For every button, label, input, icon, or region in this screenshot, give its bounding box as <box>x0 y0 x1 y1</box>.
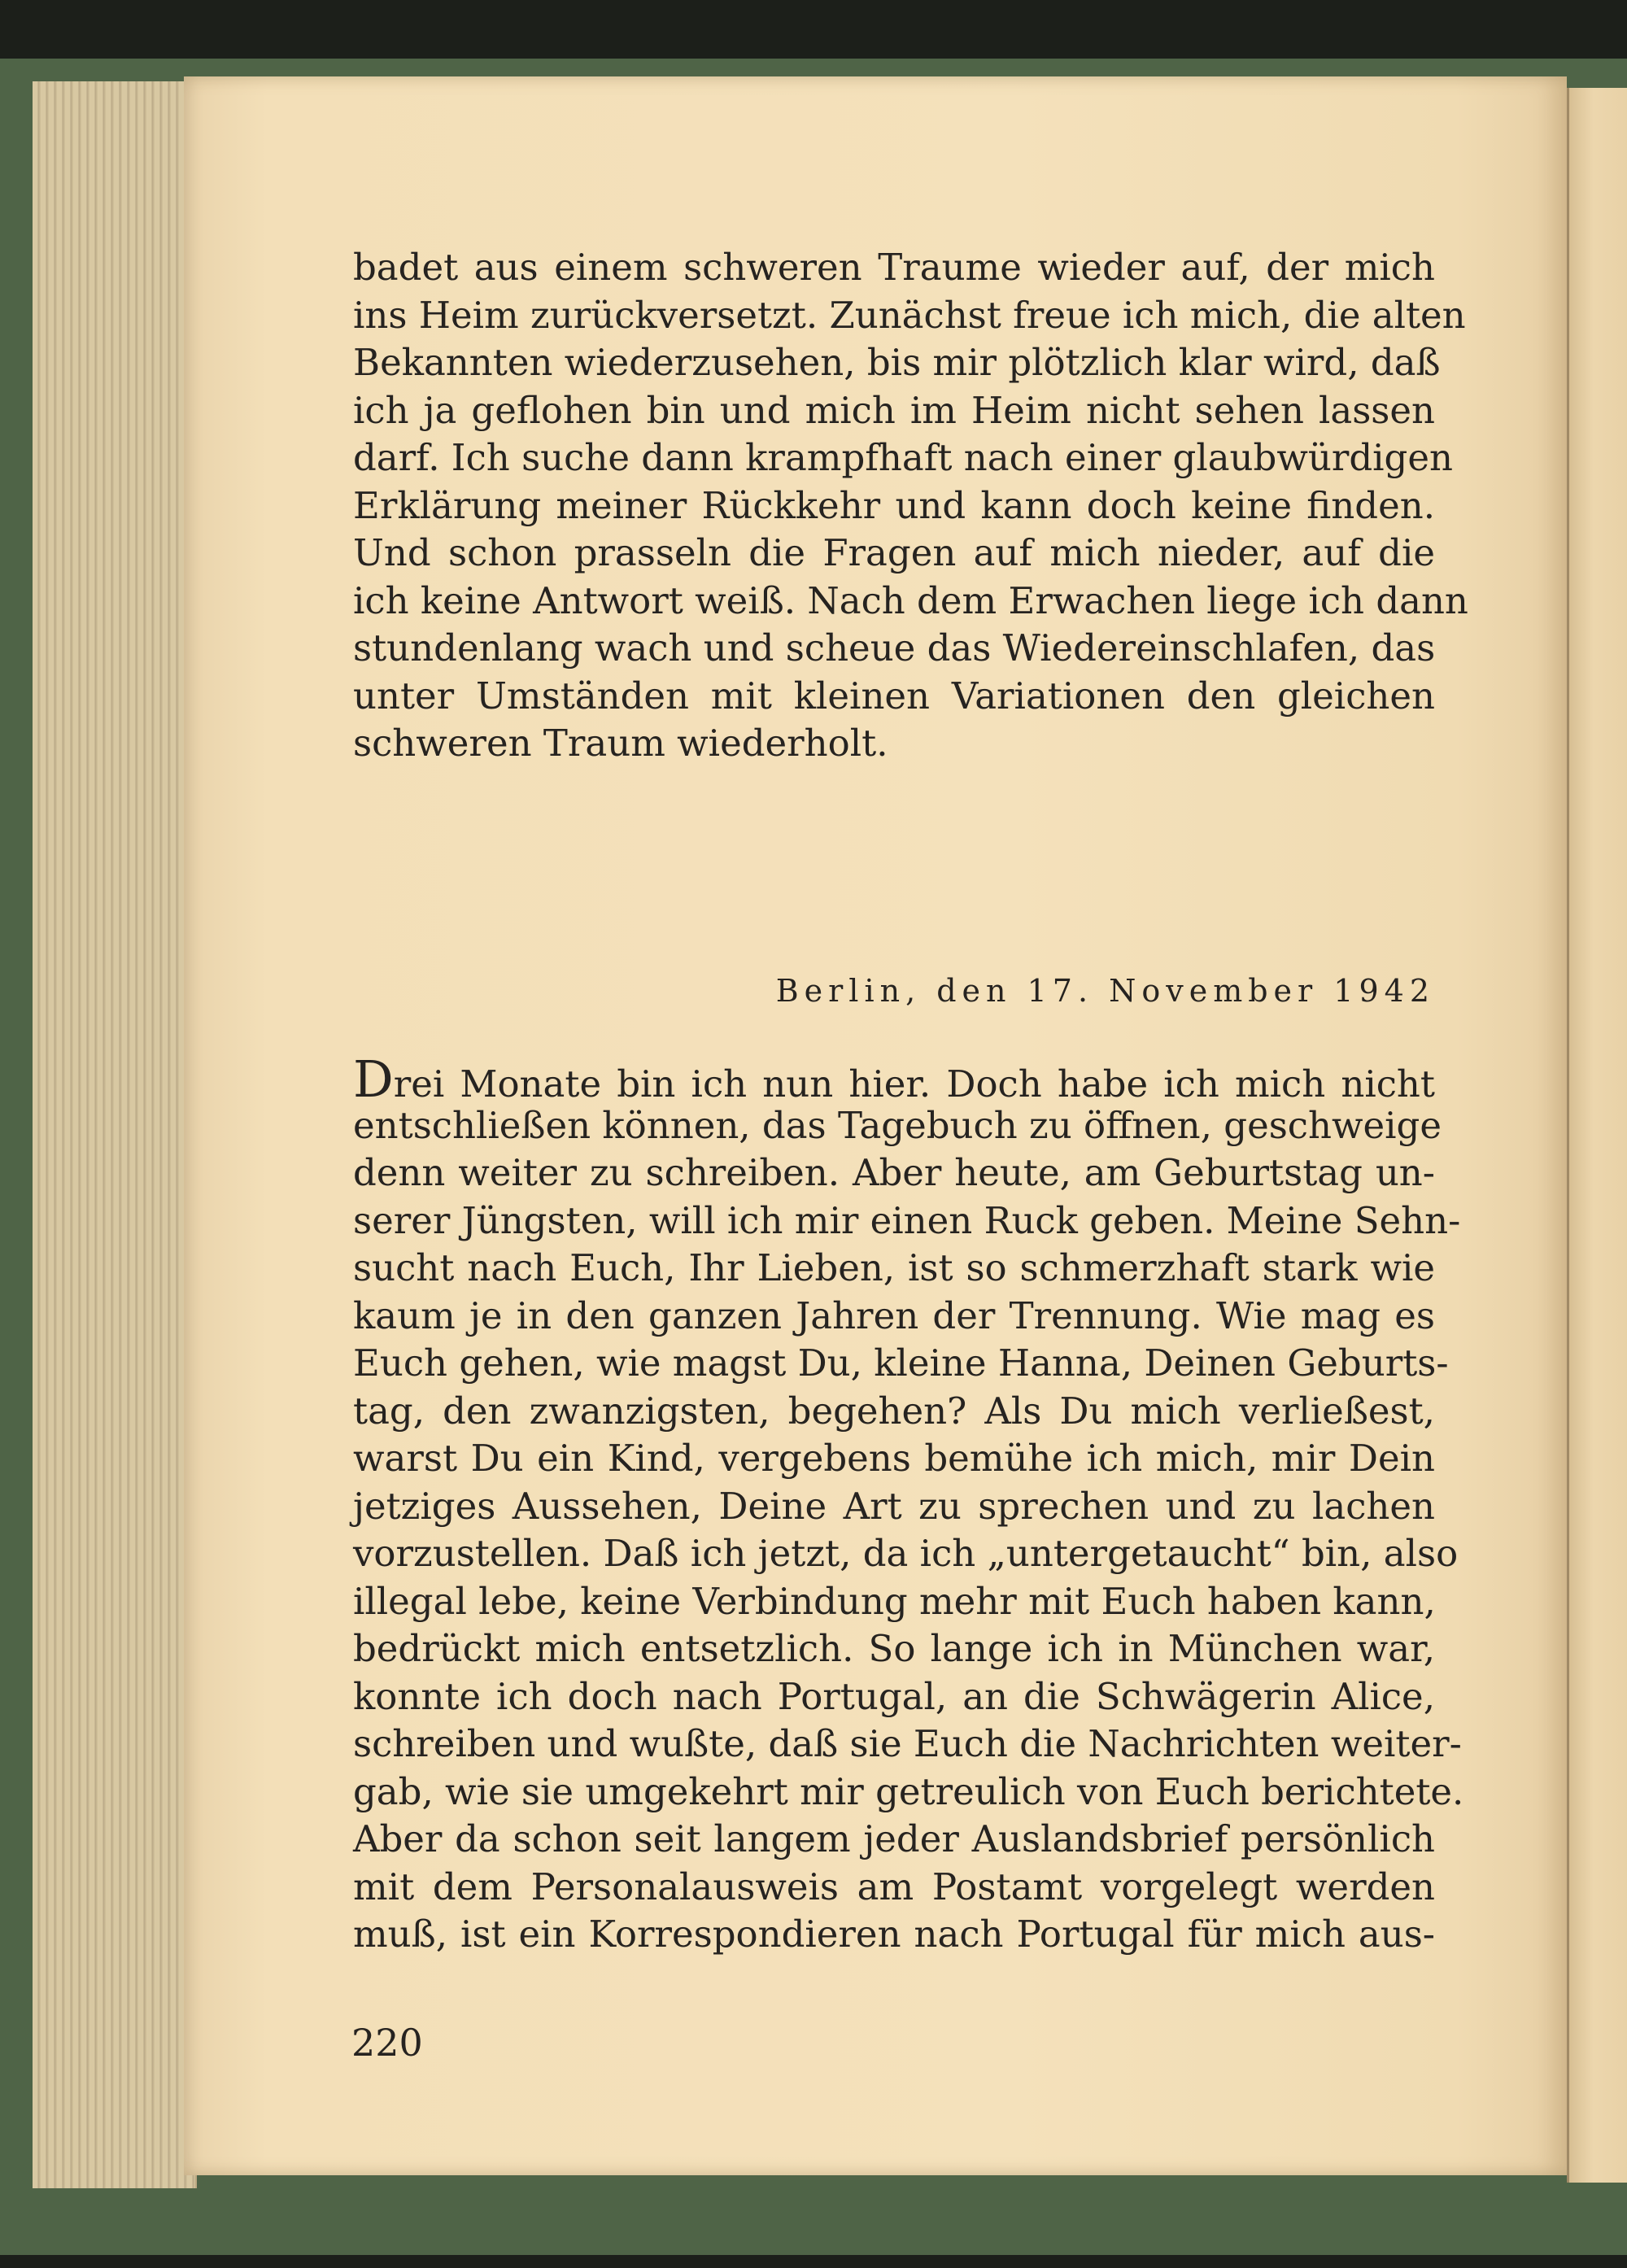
text-line: darf. Ich suche dann krampfhaft nach einer glaubwürdigen <box>353 436 1453 479</box>
text-line: unter Umständen mit kleinen Variationen den gleichen <box>353 674 1435 717</box>
text-line: vorzustellen. Daß ich jetzt, da ich „untergetaucht“ bin, also <box>353 1532 1459 1575</box>
facing-page-edge <box>1567 88 1627 2183</box>
text-line: schreiben und wußte, daß sie Euch die Nachrichten weiter- <box>353 1722 1462 1765</box>
text-line: Aber da schon seit langem jeder Auslandsbrief persönlich <box>353 1817 1435 1860</box>
entry-dateline: Berlin, den 17. November 1942 <box>775 973 1435 1009</box>
text-line: badet aus einem schweren Traume wieder auf, der mich <box>353 246 1435 289</box>
continuation-paragraph <box>353 244 1468 768</box>
first-line-text: rei Monate bin ich nun hier. Doch habe ich mich nicht <box>393 1062 1435 1106</box>
text-line: Und schon prasseln die Fragen auf mich nieder, auf die <box>353 531 1435 574</box>
text-line: muß, ist ein Korrespondieren nach Portugal für mich aus- <box>353 1913 1435 1956</box>
text-line: konnte ich doch nach Portugal, an die Schwägerin Alice, <box>353 1674 1435 1718</box>
text-line: ich keine Antwort weiß. Nach dem Erwachen liege ich dann <box>353 578 1468 622</box>
text-line: kaum je in den ganzen Jahren der Trennung. Wie mag es <box>353 1293 1435 1337</box>
text-line: ich ja geflohen bin und mich im Heim nicht sehen lassen <box>353 388 1435 432</box>
text-line: denn weiter zu schreiben. Aber heute, am Geburtstag un- <box>353 1151 1435 1194</box>
text-line: Euch gehen, wie magst Du, kleine Hanna, Deinen Geburts- <box>353 1341 1449 1385</box>
page-edges <box>33 81 197 2188</box>
text-line: Bekannten wiederzusehen, bis mir plötzlich klar wird, daß <box>353 341 1441 384</box>
text-line: ins Heim zurückversetzt. Zunächst freue ich mich, die alten <box>353 293 1466 337</box>
text-line: gab, wie sie umgekehrt mir getreulich von Euch berichtete. <box>353 1769 1464 1813</box>
page-number: 220 <box>351 2021 423 2065</box>
text-line: Erklärung meiner Rückkehr und kann doch keine finden. <box>353 483 1435 527</box>
text-line: mit dem Personalausweis am Postamt vorgelegt werden <box>353 1865 1435 1908</box>
text-line: stundenlang wach und scheue das Wiedereinschlafen, das <box>353 626 1436 669</box>
text-line: bedrückt mich entsetzlich. So lange ich in München war, <box>353 1627 1435 1670</box>
text-line: jetziges Aussehen, Deine Art zu sprechen und zu lachen <box>353 1484 1435 1528</box>
text-line: entschließen können, das Tagebuch zu öffnen, geschweige <box>353 1103 1442 1147</box>
text-line: serer Jüngsten, will ich mir einen Ruck geben. Meine Sehn- <box>353 1198 1461 1242</box>
text-line: schweren Traum wiederholt. <box>353 722 888 765</box>
text-line: sucht nach Euch, Ihr Lieben, ist so schmerzhaft stark wie <box>353 1246 1435 1289</box>
text-line: tag, den zwanzigsten, begehen? Als Du mich verließest, <box>353 1389 1435 1433</box>
text-line: illegal lebe, keine Verbindung mehr mit Euch haben kann, <box>353 1579 1436 1623</box>
drop-cap: D <box>353 1049 394 1109</box>
diary-entry <box>353 1049 1464 1959</box>
text-line-first <box>353 1049 1435 1109</box>
text-line: warst Du ein Kind, vergebens bemühe ich mich, mir Dein <box>353 1437 1435 1480</box>
